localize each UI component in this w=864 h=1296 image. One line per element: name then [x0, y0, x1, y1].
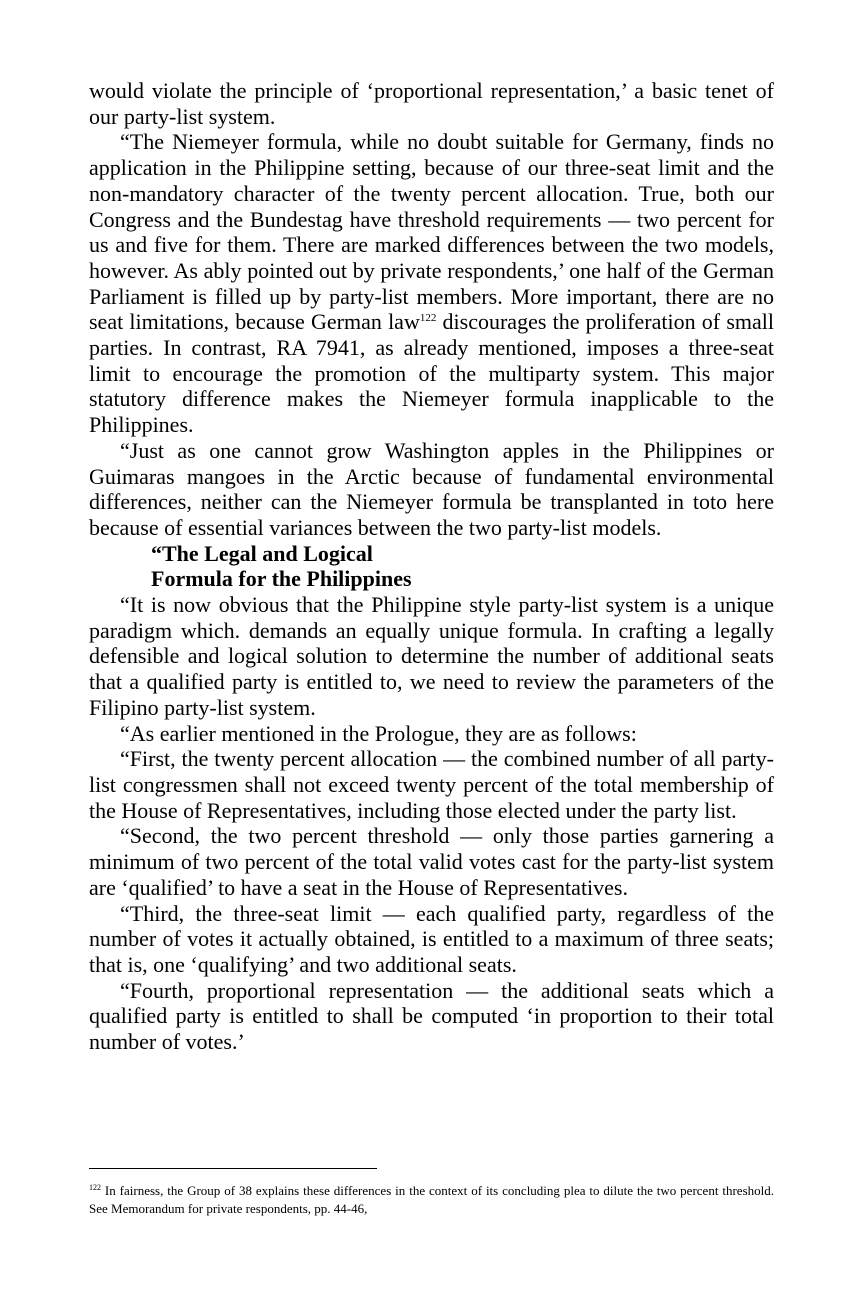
paragraph-text: discourages the proliferation of small parties. In contrast, RA 7941, as already mentioned, imposes a three-seat limit to encourage the promotion of the multiparty system. This major statutory difference makes the Niemeyer formula inapplicable to the Philippines.	[89, 309, 774, 438]
footnote	[89, 1182, 774, 1218]
paragraph-continuation: would violate the principle of ‘proportional representation,’ a basic tenet of our party-list system.	[89, 78, 774, 129]
paragraph-third-parameter: “Third, the three-seat limit — each qualified party, regardless of the number of votes it actually obtained, is entitled to a maximum of three seats; that is, one ‘qualifying’ and two additional seats.	[89, 900, 774, 977]
footnote-number: 122	[89, 1183, 101, 1192]
footnote-divider	[89, 1168, 377, 1169]
footnote-text: In fairness, the Group of 38 explains these differences in the context of its concluding plea to dilute the two percent threshold. See Memorandum for private respondents, pp. 44-46,	[89, 1183, 774, 1216]
paragraph-fourth-parameter: “Fourth, proportional representation — the additional seats which a qualified party is entitled to shall be computed ‘in proportion to their total number of votes.’	[89, 977, 774, 1055]
footnote-reference[interactable]: 122	[419, 312, 437, 325]
paragraph-unique-paradigm: “It is now obvious that the Philippine style party-list system is a unique paradigm which. demands an equally unique formula. In crafting a legally defensible and logical solution to determine the number of additional seats that a qualified party is entitled to, we need to review the parameters of the Filipino party-list system.	[89, 592, 774, 720]
paragraph-prologue: “As earlier mentioned in the Prologue, they are as follows:	[120, 720, 637, 746]
paragraph-second-parameter: “Second, the two percent threshold — only those parties garnering a minimum of two percent of the total valid votes cast for the party-list system are ‘qualified’ to have a seat in the House of Representatives.	[89, 823, 774, 900]
section-heading-line-1: “The Legal and Logical	[151, 540, 373, 566]
paragraph-first-parameter: “First, the twenty percent allocation — the combined number of all party-list congressmen shall not exceed twenty percent of the total membership of the House of Representatives, including those elected under the party list.	[89, 746, 774, 823]
body-text	[89, 78, 774, 1055]
section-heading-line-2: Formula for the Philippines	[151, 566, 412, 592]
paragraph-text: “The Niemeyer formula, while no doubt suitable for Germany, finds no application in the Philippine setting, because of our three-seat limit and the non-mandatory character of the twenty percent allocation. True, both our Congress and the Bundestag have threshold requirements — two percent for us and five for them. There are marked differences between the two models, however. As ably pointed out by private respondents,’ one half of the German Parliament is filled up by party-list members. More important, there are no seat limitations, because German law	[89, 129, 774, 335]
paragraph-niemeyer-formula	[89, 129, 774, 437]
paragraph-washington-apples: “Just as one cannot grow Washington apples in the Philippines or Guimaras mangoes in the Arctic because of fundamental environmental differences, neither can the Niemeyer formula be transplanted in toto here because of essential variances between the two party-list models.	[89, 437, 774, 540]
